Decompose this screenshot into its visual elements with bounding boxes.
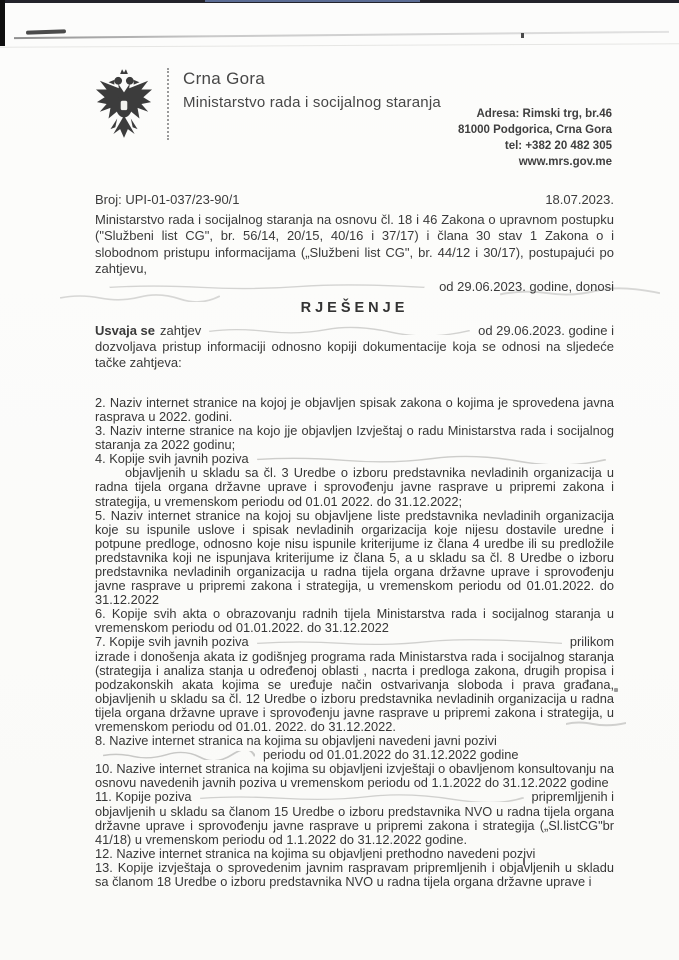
redaction-mark	[257, 455, 606, 464]
list-item-7-right-text: prilikom	[569, 634, 614, 650]
address-line: Adresa: Rimski trg, br.46	[476, 108, 612, 120]
list-item-13: 13. Kopije izvještaja o sprovedenim javnim raspravam pripremljenih i objavljenih u skladu sa članom 18 Uredbe o izboru predstavnika NVO u radna tijela organa državne uprave i	[95, 859, 614, 890]
list-item-10: 10. Nazive internet stranica na kojima su objavljeni izvještaji o obavljenom konsultovanju na osnovu navedenih javnih poziva u vremenskom periodu od 1.1.2022 do 31.12.2022 godine	[95, 761, 614, 791]
list-item-12: 12. Nazive internet stranica na kojima su objavljeni prethodno navedeni pozivi	[95, 845, 536, 861]
list-item-8: 8. Nazive internet stranica na kojima su objavljeni navedeni javni pozivi	[95, 733, 497, 749]
address-line: 81000 Podgorica, Crna Gora	[457, 124, 612, 136]
list-item-11-continuation: objavljenih u skladu sa članom 15 Uredbe o izboru predstavnika NVO u radna tijela organa državne uprave i sprovođenju javne rasprave u pripremi zakona i strategija („Sl.listCG"br 41/18) u vremenskom periodu od 1.1.2022 do 31.12.2022 godine.	[95, 803, 614, 847]
list-item-5: 5. Naziv internet stranice na kojoj su objavljene liste predstavnika nevladinih organizacija koje su ispunile uslove i spisak nevladinih orgarizacija koje nijesu dostavile uredne i potpune predloge, odnosno koje nisu ispunile kriterijume iz člana 4 uredbe ili su predložile predstavnika koji ne ispunjava kriterijume iz člana 5, a u skladu sa čl. 8 Uredbe o izboru predstavnika nevladinih organizacija u radna tijela organa državne uprave i sprovođenju javne rasprave u pripremi zakona i strategija, u vremenskom periodu od 01.01.2022. do 31.12.2022	[95, 507, 614, 608]
scan-artifact-left-corner	[0, 0, 5, 46]
list-item-11-lead-row	[95, 790, 614, 804]
document-date: 18.07.2023.	[545, 192, 614, 207]
scan-artifact-speck	[614, 688, 618, 692]
list-item-11-right-text: pripremljjenih i	[531, 789, 614, 805]
list-item-7-lead-row	[95, 635, 614, 649]
decision-body: dozvoljava pristup informaciji odnosno kopiji dokumentacije koja se odnosi na sljedeće tačke zahtjeva:	[95, 339, 614, 371]
list-item-9-text: periodu od 01.01.2022 do 31.12.2022 godine	[263, 747, 519, 763]
document-meta-row	[95, 192, 614, 207]
intro-date-text: od 29.06.2023. godine, donosi	[439, 278, 614, 294]
decision-lead-row	[95, 323, 614, 339]
list-item-4-continuation: objavljenih u skladu sa čl. 3 Uredbe o izboru predstavnika nevladinih organizacija u radna tijela organa državne uprave i sprovođenju javne rasprave u pripremi zakona i strategija, u vremenskom periodu od 01.01 2022. do 31.12.2022;	[95, 465, 614, 509]
scan-artifact-line	[14, 31, 669, 39]
scan-artifact-dash	[26, 29, 66, 34]
intro-paragraph: Ministarstvo rada i socijalnog staranja na osnovu čl. 18 i 46 Zakona o upravnom postupku ("Službeni list CG", br. 56/14, 20/15, 40/16 i 37/17) i člana 30 stav 1 Zakona o i slobodnom pristupu informacijama („Službeni list CG", br. 44/12 i 30/17), postupajući po zahtjevu,	[95, 212, 614, 277]
intro-date-row	[95, 279, 614, 294]
redaction-mark	[103, 751, 255, 760]
website-text: www.mrs.gov.me	[518, 156, 612, 168]
redaction-mark	[200, 793, 524, 802]
request-items-list	[95, 396, 614, 889]
scan-artifact-line	[0, 43, 679, 48]
decision-lead-rest: zahtjev	[160, 322, 202, 338]
redaction-mark	[257, 638, 562, 647]
list-item-7-continuation: izrade i donošenja akata iz godišnjeg programa rada Ministarstva rada i socijalnog staranja (strategija i analiza stanja u određenoj oblasti , nacrta i predloga zakona, drugih propisa i podzakonskih akata kojima se uređuje način ostvarivanja sloboda i prava građana, objavljenih u skladu sa čl. 12 Uredbe o izboru predstavnika nevladinih organizacija u radna tijela organa državne uprave i sprovođenju javne rasprave u pripremi zakona i strategija, u vremenskom periodu od 01.01. 2022. do 31.12.2022.	[95, 648, 614, 734]
ministry-name: Ministarstvo rada i socijalnog staranja	[183, 94, 441, 111]
letterhead	[95, 68, 441, 140]
redaction-mark	[209, 326, 470, 335]
decision-date-text: od 29.06.2023. godine i	[478, 322, 614, 338]
list-item-7-lead: 7. Kopije svih javnih poziva	[95, 634, 249, 650]
document-title: RJEŠENJE	[300, 299, 409, 316]
decision-lead-bold: Usvaja se	[95, 322, 155, 338]
document-number: Broj: UPI-01-037/23-90/1	[95, 192, 240, 207]
letterhead-text	[167, 68, 441, 140]
list-item-4-lead-row	[95, 452, 614, 466]
list-item-9-row	[95, 748, 614, 762]
scan-artifact-top-strip-blue	[205, 0, 420, 2]
redaction-mark	[103, 282, 431, 291]
list-item-11-lead: 11. Kopije poziva	[95, 789, 192, 805]
document-body	[95, 212, 614, 889]
coat-of-arms-icon	[95, 68, 153, 140]
address-line: tel: +382 20 482 305	[504, 140, 612, 152]
list-item-3: 3. Naziv interne stranice na kojo jje objavljen Izvještaj o radu Ministarstva rada i socijalnog staranja za 2022 godinu;	[95, 423, 614, 453]
list-item-4-lead: 4. Kopije svih javnih poziva	[95, 451, 249, 467]
address-block	[458, 106, 612, 170]
list-item-6: 6. Kopije svih akta o obrazovanju radnih tijela Ministarstva rada i socijalnog staranja u vremenskom periodu od 01.01.2022. do 31.12.2022	[95, 606, 614, 636]
scan-artifact-speck	[521, 33, 524, 38]
decision-lead	[95, 323, 201, 339]
country-name: Crna Gora	[183, 69, 266, 88]
list-item-2: 2. Naziv internet stranice na kojoj je objavljen spisak zakona o kojima je sprovedena javna rasprava u 2022. godini.	[95, 394, 614, 424]
